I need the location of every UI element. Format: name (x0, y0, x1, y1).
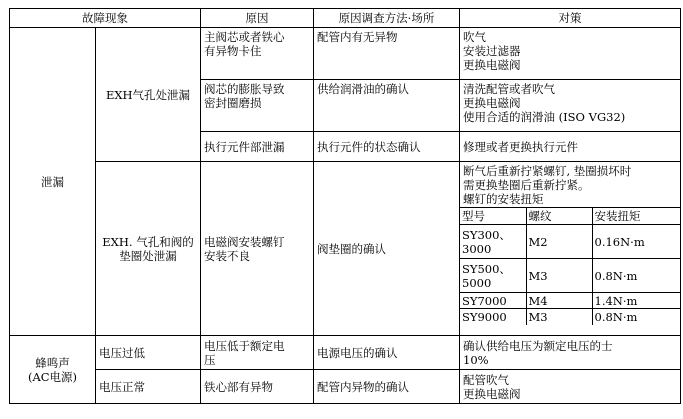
cause-line: 安装不良 (204, 248, 250, 263)
table-row (10, 370, 681, 404)
sub-symptom-line: 垫圈处泄漏 (119, 248, 177, 263)
torque-model-line: 5000 (462, 275, 492, 290)
symptom-line: 蜂鸣声 (35, 355, 70, 370)
measure-cell (460, 80, 681, 132)
measure-line: 断气后重新拧紧螺钉, 垫圈损坏时 (463, 164, 632, 178)
sub-symptom-exh: EXH气孔处泄漏 (96, 28, 201, 162)
measure-cell (460, 162, 681, 336)
measure-line: 更换电磁阀 (463, 58, 521, 72)
torque-row (460, 259, 680, 293)
method-cell: 执行元件的状态确认 (314, 132, 460, 162)
torque-header-thread: 螺纹 (526, 208, 592, 225)
torque-model (460, 259, 526, 293)
measure-line: 螺钉的安装扭矩 (463, 192, 544, 206)
torque-value: 1.4N·m (592, 293, 680, 309)
torque-header-row (460, 208, 680, 225)
measure-line: 10% (463, 352, 489, 367)
sub-symptom-gasket (96, 162, 201, 336)
table-row (10, 336, 681, 370)
sub-symptom-normal-voltage: 电压正常 (96, 370, 201, 404)
torque-row (460, 309, 680, 325)
cause-cell (201, 336, 314, 370)
torque-model-line: 3000 (462, 241, 492, 256)
symptom-buzz (10, 336, 96, 404)
cause-line: 密封圈磨损 (204, 96, 262, 110)
torque-thread: M4 (526, 293, 592, 309)
torque-value: 0.16N·m (592, 225, 680, 259)
torque-thread: M3 (526, 259, 592, 293)
torque-table (460, 207, 680, 325)
cause-cell (201, 80, 314, 132)
method-cell: 配管内异物的确认 (314, 370, 460, 404)
method-cell: 阀垫圈的确认 (314, 162, 460, 336)
cause-line: 电压低于额定电 (204, 338, 285, 353)
header-row (10, 9, 681, 28)
torque-model: SY9000 (460, 309, 526, 325)
measure-line: 需更换垫圈后重新拧紧。 (463, 178, 590, 192)
sub-symptom-low-voltage: 电压过低 (96, 336, 201, 370)
cause-line: 压 (204, 352, 216, 367)
torque-model: SY7000 (460, 293, 526, 309)
torque-model-line: SY300、 (462, 227, 511, 242)
method-cell: 配管内有无异物 (314, 28, 460, 80)
torque-header-torque: 安装扭矩 (592, 208, 680, 225)
torque-model-line: SY500、 (462, 261, 511, 276)
method-cell: 供给润滑油的确认 (314, 80, 460, 132)
cause-line: 阀芯的膨胀导致 (204, 82, 285, 96)
sub-symptom-line: EXH. 气孔和阀的 (102, 234, 194, 249)
cause-line: 主阀芯或者铁心 (204, 30, 285, 44)
table-row (10, 162, 681, 336)
header-measure: 对策 (460, 9, 681, 28)
torque-value: 0.8N·m (592, 259, 680, 293)
measure-cell (460, 370, 681, 404)
table-row (10, 28, 681, 80)
measure-line: 更换电磁阀 (463, 96, 521, 110)
symptom-line: (AC电源) (27, 369, 78, 384)
torque-thread: M2 (526, 225, 592, 259)
measure-line: 确认供给电压为额定电压的士 (463, 338, 613, 353)
measure-line: 吹气 (463, 30, 486, 44)
cause-cell (201, 28, 314, 80)
troubleshooting-table-wrapper (9, 8, 680, 404)
measure-line: 清洗配管或者吹气 (463, 82, 555, 96)
measure-cell: 修理或者更换执行元件 (460, 132, 681, 162)
torque-row (460, 225, 680, 259)
torque-model (460, 225, 526, 259)
measure-text (460, 162, 680, 207)
header-cause: 原因 (201, 9, 314, 28)
cause-line: 电磁阀安装螺钉 (204, 234, 285, 249)
cause-cell: 执行元件部泄漏 (201, 132, 314, 162)
header-symptom: 故障现象 (10, 9, 201, 28)
measure-line: 安装过滤器 (463, 44, 521, 58)
cause-cell (201, 162, 314, 336)
measure-line: 更换电磁阀 (463, 386, 521, 401)
torque-header-model: 型号 (460, 208, 526, 225)
measure-line: 配管吹气 (463, 372, 509, 387)
torque-row (460, 293, 680, 309)
torque-thread: M3 (526, 309, 592, 325)
header-method: 原因调查方法·场所 (314, 9, 460, 28)
cause-cell: 铁心部有异物 (201, 370, 314, 404)
torque-value: 0.8N·m (592, 309, 680, 325)
cause-line: 有异物卡住 (204, 44, 262, 58)
measure-cell (460, 28, 681, 80)
method-cell: 电源电压的确认 (314, 336, 460, 370)
troubleshooting-table (9, 8, 681, 404)
symptom-leak: 泄漏 (10, 28, 96, 336)
measure-cell (460, 336, 681, 370)
measure-line: 使用合适的润滑油 (ISO VG32) (463, 110, 626, 124)
